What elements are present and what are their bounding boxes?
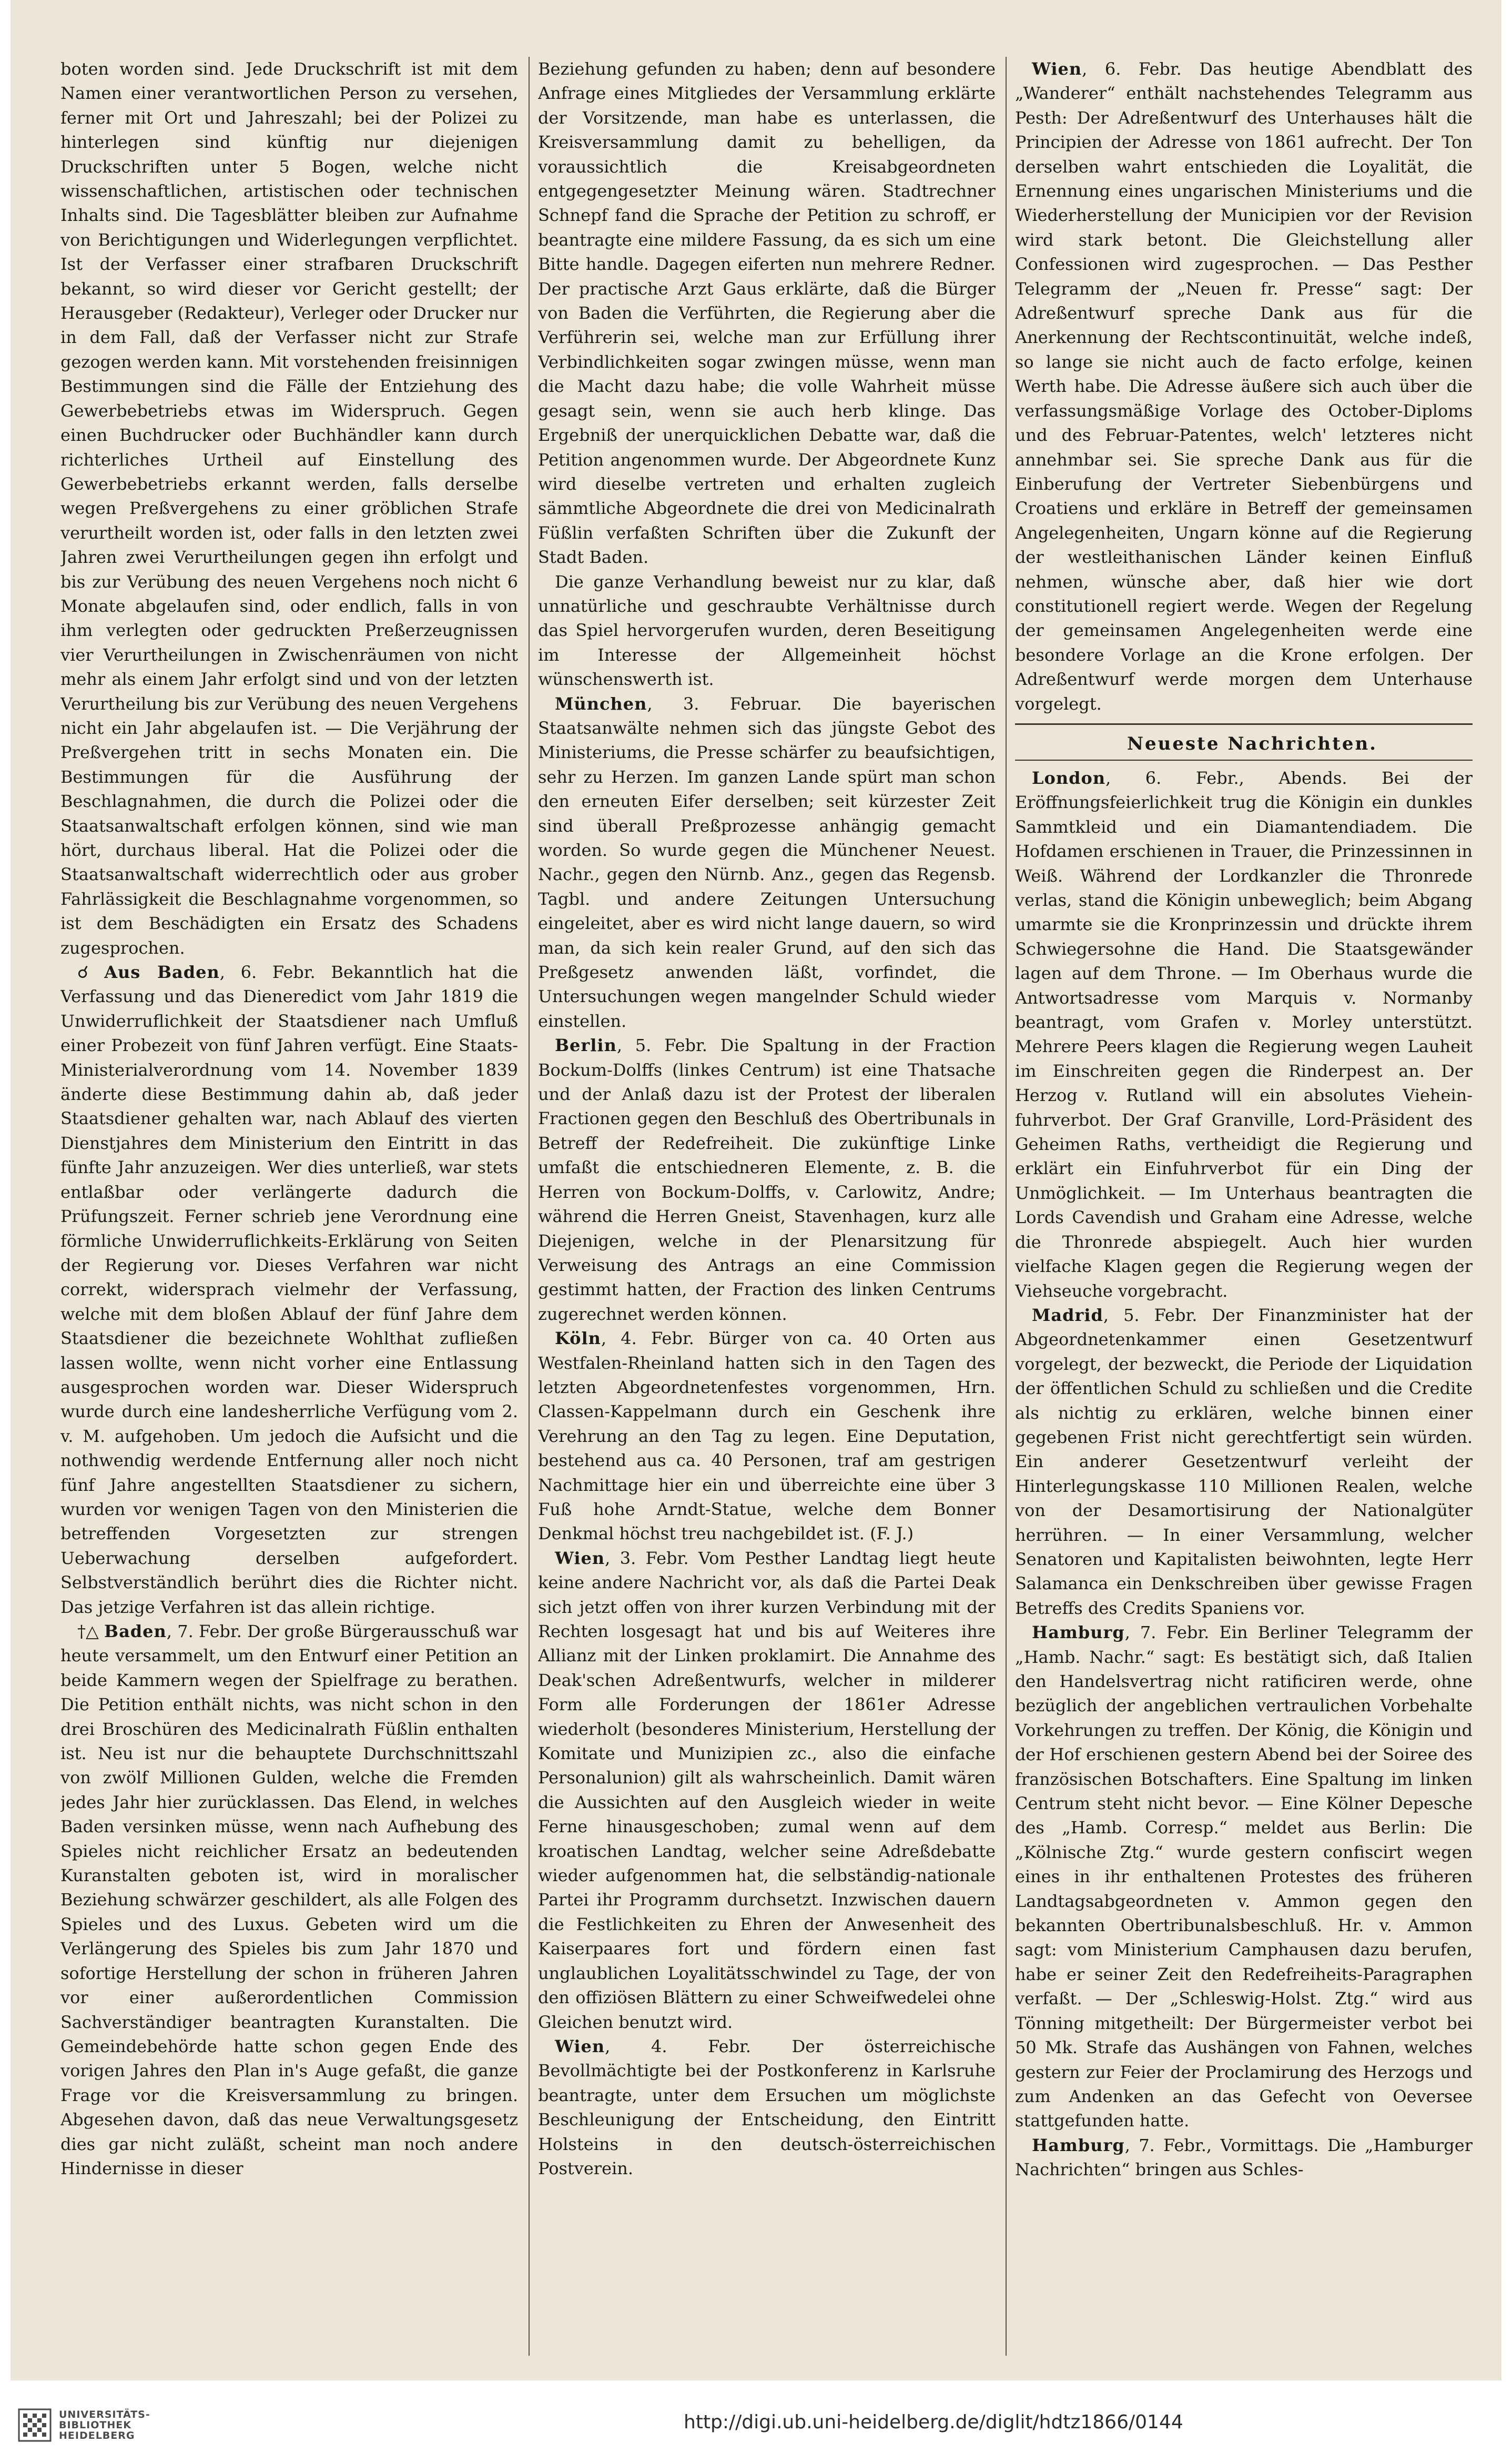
article-paragraph: Köln, 4. Febr. Bürger von ca. 40 Orten aus Westfalen-Rheinland hatten sich in den Tagen des letzten Abgeordnetenfestes vorgenommen, Hrn. Classen-Kappelmann durch ein Geschenk ihre Verehrung an den Tag zu legen. Eine Deputation, bestehend aus ca. 40 Personen, traf am gestrigen Nachmittage hier ein und überreichte eine über 3 Fuß hohe Arndt-Statue, welche dem Bonner Denkmal höchst treu nachgebildet ist. (F. J.) [538, 1328, 996, 1544]
section-title: Neueste Nachrichten. [1127, 733, 1378, 754]
source-url-link[interactable]: http://digi.ub.uni-heidelberg.de/diglit/hdtz1866/0144 [684, 2411, 1183, 2433]
library-name-line: BIBLIOTHEK [59, 2419, 131, 2431]
article-paragraph: Madrid, 5. Febr. Der Finanzminister hat der Abgeordnetenkammer einen Gesetzentwurf vorgelegt, der bezweckt, die Periode der Liquidation der öffentlichen Schuld zu schließen und die Credite als nichtig zu erklären, welche binnen einer gegebenen Frist nicht gerechtfertigt sein würden. Ein anderer Gesetzentwurf verleiht der Hinterlegungskasse 110 Millionen Realen, welche von der Desamortisirung der Nationalgüter herrühren. — In einer Versammlung, welcher Senatoren und Kapitalisten beiwohnten, legte Herr Salamanca ein Denkschreiben über gewisse Fragen Betreffs des Credits Spaniens vor. [1015, 1305, 1473, 1618]
dateline-place: Aus Baden [104, 962, 220, 983]
article-paragraph: ☌ Aus Baden, 6. Febr. Bekanntlich hat die Verfassung und das Dieneredict vom Jahr 1819 die Unwiderruflichkeit der Staatsdiener nach Umfluß einer Probezeit von fünf Jahren verfügt. Eine Staats-Ministerialverordnung vom 14. November 1839 änderte diese Bestimmung dahin ab, daß jeder Staatsdiener gehalten war, nach Ablauf des vierten Dienstjahres dem Ministerium den Eintritt in das fünfte Jahr anzuzeigen. Wer dies unterließ, war stets entlaßbar oder verlängerte dadurch die Prüfungszeit. Ferner schrieb jene Verordnung eine förmliche Unwiderruflichkeits-Erklärung von Seiten der Regierung vor. Dieses Verfahren war nicht correkt, widersprach vielmehr der Verfassung, welche mit dem bloßen Ablauf der fünf Jahre dem Staatsdiener die bezeichnete Wohlthat zufließen lassen wollte, wenn nicht vorher eine Entlassung ausgesprochen worden war. Dieser Widerspruch wurde durch eine landesherrliche Verfügung vom 2. v. M. aufgehoben. Um jedoch die Aufsicht und die nothwendig werdende Entfernung aller noch nicht fünf Jahre angestellten Staatsdiener zu sichern, wurden vor wenigen Tagen von den Ministerien die betreffenden Vorgesetzten zur strengen Ueberwachung derselben aufgefordert. Selbstverständlich berührt dies die Richter nicht. Das jetzige Verfahren ist das allein richtige. [60, 962, 518, 1617]
dateline-place: Köln [555, 1328, 601, 1349]
dateline-place: Hamburg [1032, 1622, 1125, 1643]
library-logo-icon [18, 2408, 52, 2442]
article-paragraph: Hamburg, 7. Febr. Ein Berliner Telegramm der „Hamb. Nachr.“ sagt: Es bestätigt sich, daß Italien den Handelsvertrag nicht ratificiren werde, ohne bezüglich der angeblichen vertraulichen Vorbehalte Vorkehrungen zu treffen. Der König, die Königin und der Hof erschienen gestern Abend bei der Soiree des französischen Botschafters. Eine Spaltung im linken Centrum steht nicht bevor. — Eine Kölner Depesche des „Hamb. Corresp.“ meldet aus Berlin: Die „Kölnische Ztg.“ wurde gestern confiscirt wegen eines in ihr enthaltenen Protestes des früheren Landtagsabgeordneten v. Ammon gegen den bekannten Obertribunalsbeschluß. Hr. v. Ammon sagt: vom Ministerium Camphausen dazu berufen, habe er seiner Zeit den Redefreiheits-Paragraphen verfaßt. — Der „Schleswig-Holst. Ztg.“ wird aus Tönning mitgetheilt: Der Bürgermeister verbot bei 50 Mk. Strafe das Aushängen von Fahnen, welches gestern zur Feier der Proclamirung des Herzogs und zum Andenken an das Gefecht von Oeversee stattgefunden hatte. [1015, 1622, 1473, 2131]
article-paragraph: Die ganze Verhandlung beweist nur zu klar, daß unnatürliche und geschraubte Verhältnisse durch das Spiel hervorgerufen wurden, deren Beseitigung im Interesse der Allgemeinheit höchst wünschenswerth ist. [538, 571, 996, 690]
section-rule [1015, 760, 1473, 761]
dateline-place: Hamburg [1032, 2135, 1125, 2155]
dateline-place: Baden [104, 1621, 167, 1641]
dateline-place: London [1032, 768, 1106, 788]
dateline-place: Wien [555, 2036, 605, 2056]
library-name [59, 2409, 150, 2441]
article-paragraph: Wien, 4. Febr. Der österreichische Bevollmächtigte bei der Postkonferenz in Karlsruhe beantragte, unter dem Ersuchen um möglichste Beschleunigung der Entscheidung, den Eintritt Holsteins in den deutsch-österreichischen Postverein. [538, 2036, 996, 2178]
section-rule [1015, 723, 1473, 725]
newspaper-page [11, 0, 1501, 2380]
article-paragraph: Beziehung gefunden zu haben; denn auf besondere Anfrage eines Mitgliedes der Versammlung erklärte der Vorsitzende, man habe es unterlassen, die Kreisversammlung damit zu behelligen, da voraussichtlich die Kreisabgeordneten entgegengesetzter Meinung wären. Stadtrechner Schnepf fand die Sprache der Petition zu schroff, er beantragte eine mildere Fassung, da es sich um eine Bitte handle. Dagegen eiferten nun mehrere Redner. Der practische Arzt Gaus erklärte, daß die Bürger von Baden die Verführten, die Regierung aber die Verführerin sei, welche man zur Erfüllung ihrer Verbindlichkeiten sogar zwingen müsse, wenn man die Macht dazu habe; die volle Wahrheit müsse gesagt sein, wenn sie auch herb klinge. Das Ergebniß der unerquicklichen Debatte war, daß die Petition angenommen wurde. Der Abgeordnete Kunz wird dieselbe vertreten und erhalten zugleich sämmtliche Abgeordnete die drei von Medicinalrath Füßlin verfaßten Schriften über die Zukunft der Stadt Baden. [538, 59, 996, 568]
dateline-place: Wien [555, 1548, 605, 1568]
library-name-line: UNIVERSITÄTS- [59, 2409, 150, 2420]
column-1 [60, 57, 518, 2361]
dateline-place: Madrid [1032, 1305, 1103, 1325]
article-paragraph: München, 3. Februar. Die bayerischen Staatsanwälte nehmen sich das jüngste Gebot des Ministeriums, die Presse schärfer zu beaufsichtigen, sehr zu Herzen. Im ganzen Lande spürt man schon den erneuten Eifer derselben; seit kürzester Zeit sind überall Preßprozesse anhängig gemacht worden. So wurde gegen die Münchener Neuest. Nachr., gegen den Nürnb. Anz., gegen das Regensb. Tagbl. und andere Zeitungen Untersuchung eingeleitet, aber es wird nicht lange dauern, so wird man, da sich kein realer Grund, auf den sich das Preßgesetz anwenden läßt, vorfindet, die Untersuchungen wegen mangelnder Schuld wieder einstellen. [538, 693, 996, 1031]
article-paragraph: Hamburg, 7. Febr., Vormittags. Die „Hamburger Nachrichten“ bringen aus Schles- [1015, 2135, 1473, 2180]
column-divider [529, 57, 530, 2356]
article-paragraph: London, 6. Febr., Abends. Bei der Eröffnungsfeierlichkeit trug die Königin ein dunkles Sammtkleid und ein Diamantendiadem. Die Hofdamen erschienen in Trauer, die Prinzessinnen in Weiß. Während der Lordkanzler die Thronrede verlas, stand die Königin unbeweglich; beim Abgang umarmte sie die Kronprinzessin und drückte ihrem Schwiegersohne die Hand. Die Staatsgewänder lagen auf dem Throne. — Im Oberhaus wurde die Antwortsadresse vom Marquis v. Normanby beantragt, vom Grafen v. Morley unterstützt. Mehrere Peers klagen die Regierung wegen Lauheit im Einschreiten gegen die Rinderpest an. Der Herzog v. Rutland will ein absolutes Vieheinfuhrverbot. Der Graf Granville, Lord-Präsident des Geheimen Raths, vertheidigt die Regierung und erklärt ein Einfuhrverbot für ein Ding der Unmöglichkeit. — Im Unterhaus beantragten die Lords Cavendish und Graham eine Adresse, welche die Thronrede abspiegelt. Auch hier wurden vielfache Klagen gegen die Regierung wegen der Viehseuche vorgebracht. [1015, 768, 1473, 1301]
dateline-place: Wien [1032, 59, 1082, 79]
article-paragraph: Berlin, 5. Febr. Die Spaltung in der Fraction Bockum-Dolffs (linkes Centrum) ist eine Thatsache und der Anlaß dazu ist der Protest der liberalen Fractionen gegen den Beschluß des Obertribunals in Betreff der Redefreiheit. Die zukünftige Linke umfaßt die entschiedneren Elemente, z. B. die Herren von Bockum-Dolffs, v. Carlowitz, Andre; während die Herren Gneist, Stavenhagen, kurz alle Diejenigen, welche in der Plenarsitzung für Verweisung des Antrags an eine Commission gestimmt hatten, der Fraction des linken Centrums zugerechnet werden können. [538, 1035, 996, 1324]
column-3 [1015, 57, 1473, 2361]
article-paragraph: boten worden sind. Jede Druckschrift ist mit dem Namen einer verantwortlichen Person zu versehen, ferner mit Ort und Jahreszahl; bei der Polizei zu hinterlegen sind künftig nur diejenigen Druckschriften unter 5 Bogen, welche nicht wissenschaftlichen, artistischen oder technischen Inhalts sind. Die Tagesblätter bleiben zur Aufnahme von Berichtigungen und Widerlegungen verpflichtet. Ist der Verfasser einer strafbaren Druckschrift bekannt, so wird dieser vor Gericht gestellt; der Herausgeber (Redakteur), Verleger oder Drucker nur in dem Fall, daß der Verfasser nicht zur Strafe gezogen werden kann. Mit vorstehenden freisinnigen Bestimmungen sind die Fälle der Entziehung des Gewerbebetriebs etwas im Widerspruch. Gegen einen Buchdrucker oder Buchhändler kann durch richterliches Urtheil auf Einstellung des Gewerbebetriebs erkannt werden, falls derselbe wegen Preßvergehens zu einer gröblichen Strafe verurtheilt worden ist, oder falls in den letzten zwei Jahren zwei Verurtheilungen gegen ihn erfolgt und bis zur Verübung des neuen Vergehens noch nicht 6 Monate abgelaufen sind, oder endlich, falls in von ihm verlegten oder gedruckten Preßerzeugnissen vier Verurtheilungen in Zwischenräumen von nicht mehr als einem Jahr erfolgt sind und von der letzten Verurtheilung bis zur Verübung des neuen Vergehens nicht ein Jahr abgelaufen ist. — Die Verjährung der Preßvergehen tritt in sechs Monaten ein. Die Bestimmungen für die Ausführung der Beschlagnahmen, die durch die Polizei oder die Staatsanwaltschaft erfolgen können, sind wie man hört, durchaus liberal. Hat die Polizei oder die Staatsanwaltschaft widerrechtlich oder aus grober Fahrlässigkeit die Beschlagnahme vorgenommen, so ist dem Beschädigten ein Ersatz des Schadens zugesprochen. [60, 59, 518, 958]
dateline-place: München [555, 693, 647, 714]
article-paragraph: †△ Baden, 7. Febr. Der große Bürgerausschuß war heute versammelt, um den Entwurf einer Petition an beide Kammern wegen der Spielfrage zu berathen. Die Petition enthält nichts, was nicht schon in den drei Broschüren des Medicinalrath Füßlin enthalten ist. Neu ist nur die behauptete Durchschnittszahl von zwölf Millionen Gulden, welche die Fremden jedes Jahr hier zurücklassen. Das Elend, in welches Baden versinken müsse, wenn nach Aufhebung des Spieles nicht reichlicher Ersatz an bedeutenden Kuranstalten geboten ist, wird in moralischer Beziehung schwärzer geschildert, als alle Folgen des Spieles und des Luxus. Gebeten wird um die Verlängerung des Spieles bis zum Jahr 1870 und sofortige Herstellung der schon in früheren Jahren vor einer außerordentlichen Commission Sachverständiger beantragten Kuranstalten. Die Gemeindebehörde hatte schon gegen Ende des vorigen Jahres den Plan in's Auge gefaßt, die ganze Frage vor die Kreisversammlung zu bringen. Abgesehen davon, daß das neue Verwaltungsgesetz dies gar nicht zuläßt, scheint man noch andere Hindernisse in dieser [60, 1621, 518, 2178]
article-paragraph: Wien, 6. Febr. Das heutige Abendblatt des „Wanderer“ enthält nachstehendes Telegramm aus Pesth: Der Adreßentwurf des Unterhauses hält die Principien der Adresse von 1861 aufrecht. Der Ton derselben wahrt entschieden die Loyalität, die Ernennung eines ungarischen Ministeriums und die Wiederherstellung der Municipien vor der Revision wird stark betont. Die Gleichstellung aller Confessionen wird zugesprochen. — Das Pesther Telegramm der „Neuen fr. Presse“ sagt: Der Adreßentwurf spreche Dank aus für die Anerkennung der Rechtscontinuität, welche indeß, so lange sie nicht auch de facto erfolge, keinen Werth habe. Die Adresse äußere sich auch über die verfassungsmäßige Vorlage des October-Diploms und des Februar-Patentes, welch' letzteres nicht annehmbar sei. Sie spreche Dank aus für die Einberufung der Vertreter Siebenbürgens und Croatiens und erkläre in Betreff der gemeinsamen Angelegenheiten, Ungarn könne auf die Regierung der westleithanischen Länder keinen Einfluß nehmen, wünsche aber, daß hier wie dort constitutionell regiert werde. Wegen der Regelung der gemeinsamen Angelegenheiten werde eine besondere Vorlage an die Krone erfolgen. Der Adreßentwurf werde morgen dem Unterhause vorgelegt. [1015, 59, 1473, 714]
dateline-place: Berlin [555, 1035, 617, 1056]
library-name-line: HEIDELBERG [59, 2430, 135, 2441]
column-2 [538, 57, 996, 2361]
column-divider [1006, 57, 1007, 2356]
article-paragraph: Wien, 3. Febr. Vom Pesther Landtag liegt heute keine andere Nachricht vor, als daß die Partei Deak sich jetzt offen von ihrer kurzen Verbindung mit der Rechten losgesagt hat und bis auf Weiteres ihre Allianz mit der Linken proklamirt. Die Annahme des Deak'schen Adreßentwurfs, welcher in milderer Form alle Forderungen der 1861er Adresse wiederholt (besonderes Ministerium, Herstellung der Komitate und Munizipien zc., also die einfache Personalunion) gilt als wahrscheinlich. Damit wären die Aussichten auf den Ausgleich wieder in weite Ferne hinausgeschoben; zumal wenn auf dem kroatischen Landtag, welcher seine Adreßdebatte wieder aufgenommen hat, die selbständig-nationale Partei ihr Programm durchsetzt. Inzwischen dauern die Festlichkeiten zu Ehren der Anwesenheit des Kaiserpaares fort und fördern einen fast unglaublichen Loyalitätsschwindel zu Tage, der von den offiziösen Blättern zu einer Schweifwedelei ohne Gleichen benutzt wird. [538, 1548, 996, 2032]
